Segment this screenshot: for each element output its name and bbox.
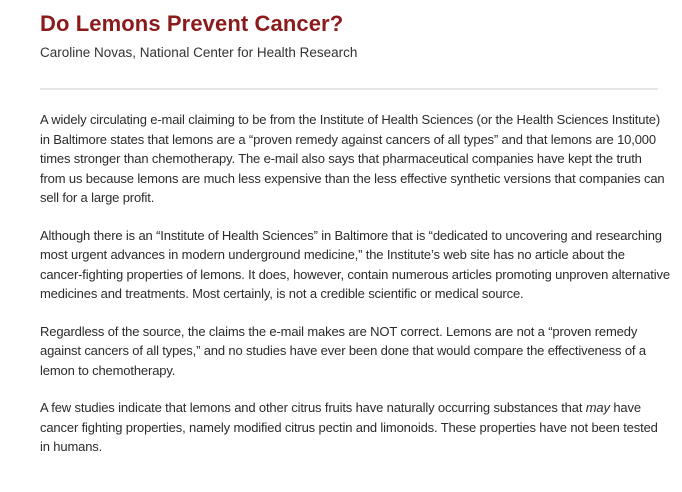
paragraph-4-emphasis: may [585, 400, 610, 415]
article-body [40, 110, 670, 475]
paragraph-2: Although there is an “Institute of Health Sciences” in Baltimore that is “dedicated to uncovering and researching most urgent advances in modern underground medicine,” the Institute’s web site has no article about the cancer-fighting properties of lemons. It does, however, contain numerous articles promoting unproven alternative medicines and treatments. Most certainly, is not a credible scientific or medical source. [40, 227, 670, 301]
paragraph-4-text-after: have cancer fighting properties, namely modified citrus pectin and limonoids. These properties have not been tested in humans. [40, 400, 658, 454]
paragraph-1: A widely circulating e-mail claiming to be from the Institute of Health Sciences (or the Health Sciences Institute) in Baltimore states that lemons are a “proven remedy against cancers of all types” and that lemons are 10,000 times stronger than chemotherapy. The e-mail also says that pharmaceutical companies have kept the truth from us because lemons are much less expensive than the less effective synthetic versions that companies can sell for a large profit. [40, 112, 665, 205]
paragraph-4-text-before: A few studies indicate that lemons and other citrus fruits have naturally occurring substances that [40, 400, 586, 415]
divider [40, 88, 658, 90]
article-title: Do Lemons Prevent Cancer? [40, 11, 344, 36]
article-byline: Caroline Novas, National Center for Health Research [40, 45, 358, 60]
paragraph-3: Regardless of the source, the claims the e-mail makes are NOT correct. Lemons are not a “proven remedy against cancers of all types,” and no studies have ever been done that would compare the effectiveness of a lemon to chemotherapy. [40, 323, 646, 378]
paragraph-4 [40, 398, 670, 457]
